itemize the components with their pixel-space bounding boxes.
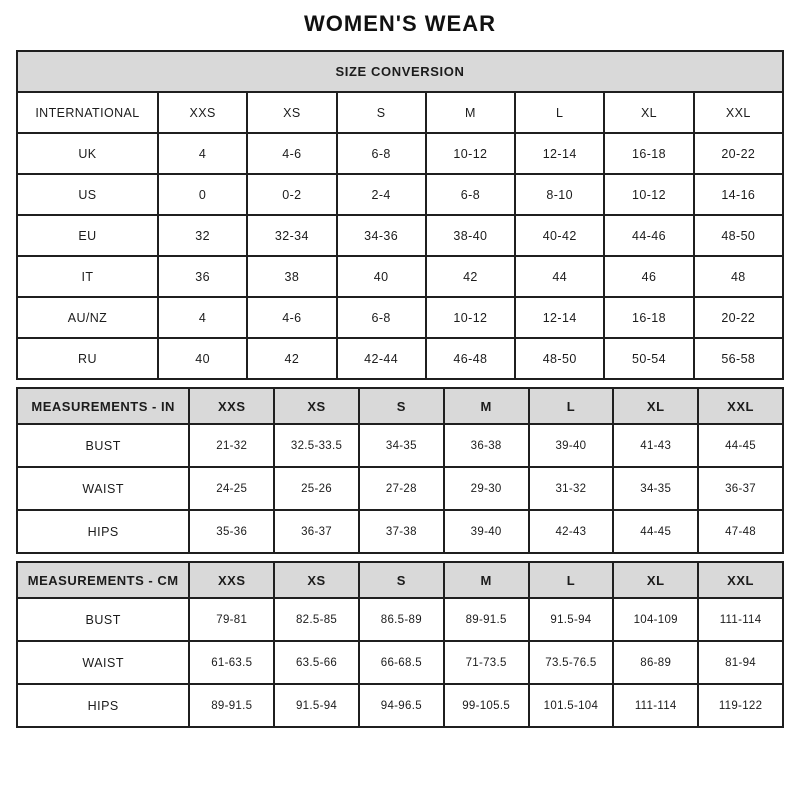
value-cell: 39-40 (529, 424, 614, 467)
value-cell: 79-81 (189, 598, 274, 641)
row-header-label: MEASUREMENTS - IN (17, 388, 189, 424)
size-column-header: L (529, 388, 614, 424)
value-cell: 40-42 (515, 215, 604, 256)
value-cell: 6-8 (426, 174, 515, 215)
table-row (17, 338, 783, 379)
value-cell: 4 (158, 133, 247, 174)
value-cell: 91.5-94 (274, 684, 359, 727)
value-cell: 36-38 (444, 424, 529, 467)
value-cell: 10-12 (426, 133, 515, 174)
table-row (17, 598, 783, 641)
table-row (17, 424, 783, 467)
size-column-header: S (359, 562, 444, 598)
value-cell: 4-6 (247, 133, 336, 174)
size-chart-page (0, 11, 800, 728)
value-cell: 4 (158, 297, 247, 338)
value-cell: 8-10 (515, 174, 604, 215)
row-label: AU/NZ (17, 297, 158, 338)
size-column-header: XXS (158, 92, 247, 133)
value-cell: 12-14 (515, 297, 604, 338)
table-row (17, 133, 783, 174)
value-cell: 89-91.5 (189, 684, 274, 727)
page-title: WOMEN'S WEAR (304, 11, 496, 36)
value-cell: 0 (158, 174, 247, 215)
measurements-cm-table (16, 561, 784, 728)
value-cell: 25-26 (274, 467, 359, 510)
value-cell: 4-6 (247, 297, 336, 338)
size-column-header: XS (274, 562, 359, 598)
value-cell: 40 (337, 256, 426, 297)
value-cell: 27-28 (359, 467, 444, 510)
value-cell: 41-43 (613, 424, 698, 467)
size-column-header: XS (274, 388, 359, 424)
value-cell: 36-37 (274, 510, 359, 553)
size-column-header: XXL (698, 388, 783, 424)
value-cell: 37-38 (359, 510, 444, 553)
table-row (17, 684, 783, 727)
size-column-header: XXS (189, 562, 274, 598)
table-row (17, 641, 783, 684)
value-cell: 35-36 (189, 510, 274, 553)
value-cell: 48 (694, 256, 783, 297)
value-cell: 46 (604, 256, 693, 297)
value-cell: 91.5-94 (529, 598, 614, 641)
size-column-header: L (515, 92, 604, 133)
value-cell: 44-45 (613, 510, 698, 553)
measurements-in-table (16, 387, 784, 554)
size-column-header: M (426, 92, 515, 133)
value-cell: 47-48 (698, 510, 783, 553)
value-cell: 48-50 (515, 338, 604, 379)
size-column-header: L (529, 562, 614, 598)
value-cell: 34-35 (359, 424, 444, 467)
measurements-cm-section (16, 561, 784, 728)
value-cell: 10-12 (604, 174, 693, 215)
value-cell: 89-91.5 (444, 598, 529, 641)
value-cell: 24-25 (189, 467, 274, 510)
table-row (17, 215, 783, 256)
size-column-header: S (337, 92, 426, 133)
value-cell: 99-105.5 (444, 684, 529, 727)
value-cell: 32 (158, 215, 247, 256)
row-label: RU (17, 338, 158, 379)
row-label: UK (17, 133, 158, 174)
size-conversion-section (16, 50, 784, 380)
value-cell: 2-4 (337, 174, 426, 215)
value-cell: 39-40 (444, 510, 529, 553)
value-cell: 86.5-89 (359, 598, 444, 641)
size-column-header: XL (604, 92, 693, 133)
value-cell: 71-73.5 (444, 641, 529, 684)
row-label: WAIST (17, 641, 189, 684)
size-column-header: XL (613, 562, 698, 598)
value-cell: 20-22 (694, 133, 783, 174)
row-label: HIPS (17, 684, 189, 727)
row-label: BUST (17, 598, 189, 641)
value-cell: 86-89 (613, 641, 698, 684)
value-cell: 38 (247, 256, 336, 297)
value-cell: 101.5-104 (529, 684, 614, 727)
value-cell: 63.5-66 (274, 641, 359, 684)
table-row (17, 297, 783, 338)
size-conversion-table (16, 50, 784, 380)
value-cell: 42-43 (529, 510, 614, 553)
size-column-header: XXS (189, 388, 274, 424)
value-cell: 44-45 (698, 424, 783, 467)
value-cell: 104-109 (613, 598, 698, 641)
row-label: US (17, 174, 158, 215)
value-cell: 6-8 (337, 133, 426, 174)
row-label: WAIST (17, 467, 189, 510)
value-cell: 34-36 (337, 215, 426, 256)
value-cell: 32.5-33.5 (274, 424, 359, 467)
value-cell: 111-114 (613, 684, 698, 727)
row-label: HIPS (17, 510, 189, 553)
value-cell: 16-18 (604, 297, 693, 338)
value-cell: 21-32 (189, 424, 274, 467)
value-cell: 81-94 (698, 641, 783, 684)
value-cell: 94-96.5 (359, 684, 444, 727)
value-cell: 20-22 (694, 297, 783, 338)
value-cell: 119-122 (698, 684, 783, 727)
value-cell: 36 (158, 256, 247, 297)
value-cell: 73.5-76.5 (529, 641, 614, 684)
value-cell: 0-2 (247, 174, 336, 215)
value-cell: 82.5-85 (274, 598, 359, 641)
size-column-header: M (444, 388, 529, 424)
value-cell: 10-12 (426, 297, 515, 338)
value-cell: 42-44 (337, 338, 426, 379)
value-cell: 44 (515, 256, 604, 297)
value-cell: 56-58 (694, 338, 783, 379)
value-cell: 31-32 (529, 467, 614, 510)
value-cell: 50-54 (604, 338, 693, 379)
value-cell: 66-68.5 (359, 641, 444, 684)
size-column-header: XS (247, 92, 336, 133)
size-conversion-banner: SIZE CONVERSION (17, 51, 783, 92)
banner-row (17, 51, 783, 92)
row-header-label: INTERNATIONAL (17, 92, 158, 133)
value-cell: 111-114 (698, 598, 783, 641)
column-header-row (17, 562, 783, 598)
row-label: BUST (17, 424, 189, 467)
row-label: EU (17, 215, 158, 256)
size-column-header: XXL (694, 92, 783, 133)
size-column-header: M (444, 562, 529, 598)
value-cell: 16-18 (604, 133, 693, 174)
value-cell: 36-37 (698, 467, 783, 510)
table-row (17, 510, 783, 553)
value-cell: 34-35 (613, 467, 698, 510)
measurements-in-section (16, 387, 784, 554)
column-header-row (17, 92, 783, 133)
value-cell: 14-16 (694, 174, 783, 215)
value-cell: 42 (426, 256, 515, 297)
value-cell: 29-30 (444, 467, 529, 510)
table-row (17, 256, 783, 297)
value-cell: 32-34 (247, 215, 336, 256)
size-column-header: XXL (698, 562, 783, 598)
table-row (17, 174, 783, 215)
value-cell: 6-8 (337, 297, 426, 338)
value-cell: 40 (158, 338, 247, 379)
value-cell: 42 (247, 338, 336, 379)
value-cell: 46-48 (426, 338, 515, 379)
column-header-row (17, 388, 783, 424)
value-cell: 61-63.5 (189, 641, 274, 684)
table-row (17, 467, 783, 510)
value-cell: 12-14 (515, 133, 604, 174)
row-label: IT (17, 256, 158, 297)
row-header-label: MEASUREMENTS - CM (17, 562, 189, 598)
size-column-header: S (359, 388, 444, 424)
value-cell: 48-50 (694, 215, 783, 256)
value-cell: 44-46 (604, 215, 693, 256)
value-cell: 38-40 (426, 215, 515, 256)
size-column-header: XL (613, 388, 698, 424)
